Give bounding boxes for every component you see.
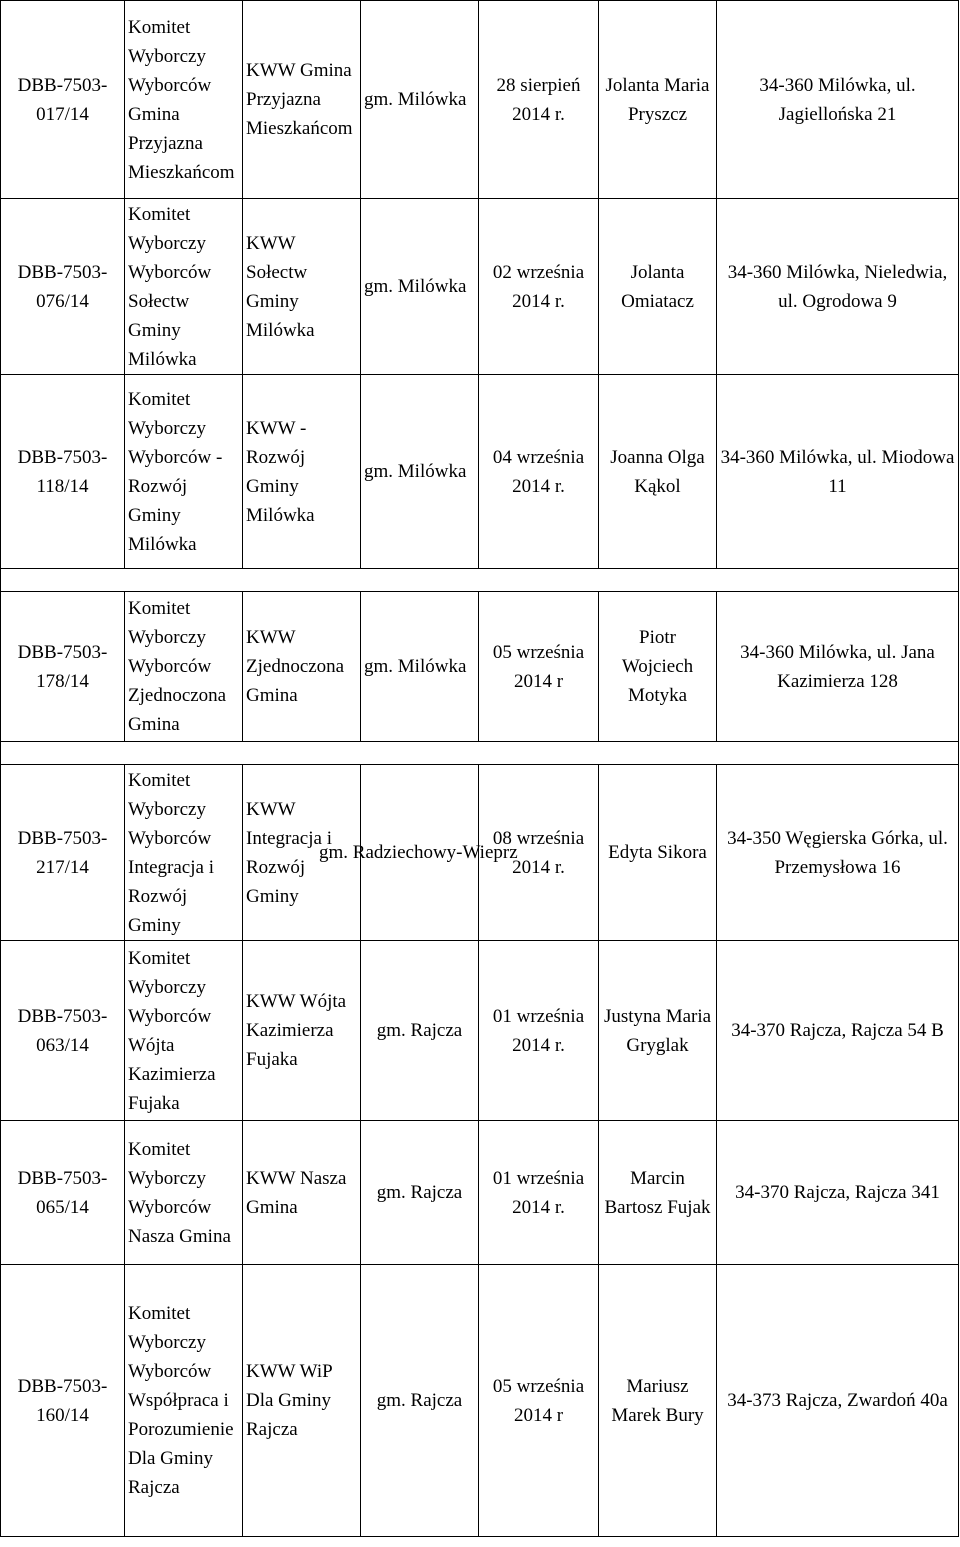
municipality: gm. Radziechowy-Wieprz [361, 765, 479, 941]
address: 34-370 Rajcza, Rajcza 54 B [717, 941, 959, 1121]
representative-name: Edyta Sikora [599, 765, 717, 941]
table-gap [1, 569, 959, 592]
table-row [1, 1121, 959, 1265]
table-row [1, 765, 959, 941]
filing-date: 08 września 2014 r. [479, 765, 599, 941]
table-gap [1, 742, 959, 765]
representative-name: Joanna Olga Kąkol [599, 375, 717, 569]
registration-number: DBB-7503-017/14 [1, 1, 125, 199]
municipality: gm. Milówka [361, 199, 479, 375]
table-row [1, 1, 959, 199]
filing-date: 28 sierpień 2014 r. [479, 1, 599, 199]
filing-date: 04 września 2014 r. [479, 375, 599, 569]
representative-name: Jolanta Maria Pryszcz [599, 1, 717, 199]
registration-number: DBB-7503-217/14 [1, 765, 125, 941]
representative-name: Piotr Wojciech Motyka [599, 592, 717, 742]
table-row [1, 375, 959, 569]
municipality: gm. Milówka [361, 1, 479, 199]
filing-date: 01 września 2014 r. [479, 1121, 599, 1265]
committee-full-name: Komitet Wyborczy Wyborców Zjednoczona Gmina [125, 592, 243, 742]
municipality: gm. Rajcza [361, 1121, 479, 1265]
committee-short-name: KWW Nasza Gmina [243, 1121, 361, 1265]
address: 34-350 Węgierska Górka, ul. Przemysłowa 16 [717, 765, 959, 941]
registration-number: DBB-7503-063/14 [1, 941, 125, 1121]
registration-number: DBB-7503-118/14 [1, 375, 125, 569]
committee-full-name: Komitet Wyborczy Wyborców Wójta Kazimierza Fujaka [125, 941, 243, 1121]
committee-short-name: KWW Gmina Przyjazna Mieszkańcom [243, 1, 361, 199]
address: 34-360 Milówka, ul. Jagiellońska 21 [717, 1, 959, 199]
representative-name: Marcin Bartosz Fujak [599, 1121, 717, 1265]
municipality: gm. Milówka [361, 592, 479, 742]
table-row [1, 1265, 959, 1537]
municipality: gm. Rajcza [361, 941, 479, 1121]
registration-number: DBB-7503-076/14 [1, 199, 125, 375]
committee-short-name: KWW Integracja i Rozwój Gminy [243, 765, 361, 941]
representative-name: Mariusz Marek Bury [599, 1265, 717, 1537]
committee-short-name: KWW Sołectw Gminy Milówka [243, 199, 361, 375]
registration-number: DBB-7503-065/14 [1, 1121, 125, 1265]
address: 34-373 Rajcza, Zwardoń 40a [717, 1265, 959, 1537]
committee-full-name: Komitet Wyborczy Wyborców Sołectw Gminy Milówka [125, 199, 243, 375]
committee-short-name: KWW WiP Dla Gminy Rajcza [243, 1265, 361, 1537]
committee-full-name: Komitet Wyborczy Wyborców Gmina Przyjazna Mieszkańcom [125, 1, 243, 199]
filing-date: 05 września 2014 r [479, 1265, 599, 1537]
committee-full-name: Komitet Wyborczy Wyborców Integracja i Rozwój Gminy [125, 765, 243, 941]
address: 34-360 Milówka, Nieledwia, ul. Ogrodowa 9 [717, 199, 959, 375]
committee-short-name: KWW - Rozwój Gminy Milówka [243, 375, 361, 569]
representative-name: Justyna Maria Gryglak [599, 941, 717, 1121]
municipality: gm. Milówka [361, 375, 479, 569]
address: 34-360 Milówka, ul. Miodowa 11 [717, 375, 959, 569]
committee-full-name: Komitet Wyborczy Wyborców - Rozwój Gminy Milówka [125, 375, 243, 569]
representative-name: Jolanta Omiatacz [599, 199, 717, 375]
committee-short-name: KWW Zjednoczona Gmina [243, 592, 361, 742]
address: 34-360 Milówka, ul. Jana Kazimierza 128 [717, 592, 959, 742]
table-row [1, 592, 959, 742]
committee-full-name: Komitet Wyborczy Wyborców Nasza Gmina [125, 1121, 243, 1265]
filing-date: 02 września 2014 r. [479, 199, 599, 375]
municipality: gm. Rajcza [361, 1265, 479, 1537]
committee-short-name: KWW Wójta Kazimierza Fujaka [243, 941, 361, 1121]
table-row [1, 941, 959, 1121]
registration-number: DBB-7503-160/14 [1, 1265, 125, 1537]
registration-number: DBB-7503-178/14 [1, 592, 125, 742]
address: 34-370 Rajcza, Rajcza 341 [717, 1121, 959, 1265]
filing-date: 05 września 2014 r [479, 592, 599, 742]
filing-date: 01 września 2014 r. [479, 941, 599, 1121]
committee-full-name: Komitet Wyborczy Wyborców Współpraca i Porozumienie Dla Gminy Rajcza [125, 1265, 243, 1537]
table-row [1, 199, 959, 375]
